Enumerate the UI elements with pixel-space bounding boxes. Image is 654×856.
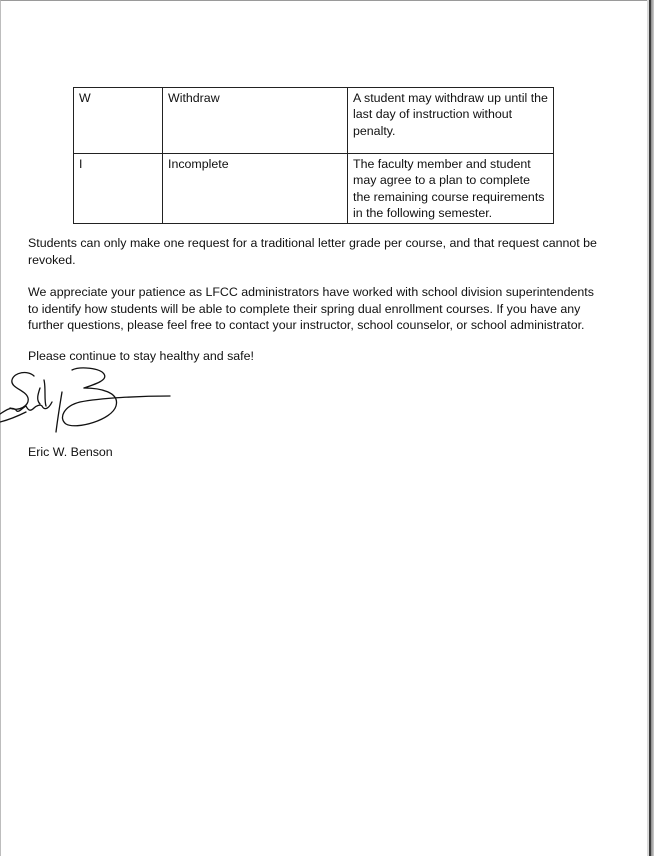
grade-description-cell: A student may withdraw up until the last day of instruction without penalty.: [348, 88, 554, 154]
grade-options-table: [73, 87, 554, 224]
page-edge-shadow: [647, 0, 654, 856]
letter-grade-request-paragraph: Students can only make one request for a traditional letter grade per course, and that request cannot be revoked.: [28, 236, 597, 267]
appreciation-paragraph: We appreciate your patience as LFCC administrators have worked with school division superintendents to identify how students will be able to complete their spring dual enrollment courses. If you have any further questions, please feel free to contact your instructor, school counselor, or school administrator.: [28, 285, 594, 333]
grade-code-cell: W: [74, 88, 163, 154]
grade-name-cell: Incomplete: [163, 154, 348, 224]
grade-code-cell: I: [74, 154, 163, 224]
closing-line: Please continue to stay healthy and safe!: [28, 349, 254, 363]
table-row-incomplete: [74, 154, 554, 224]
table-row-withdraw: [74, 88, 554, 154]
handwritten-signature: [0, 366, 180, 438]
signer-name: Eric W. Benson: [28, 445, 113, 459]
grade-description-cell: The faculty member and student may agree to a plan to complete the remaining course requirements in the following semester.: [348, 154, 554, 224]
grade-name-cell: Withdraw: [163, 88, 348, 154]
